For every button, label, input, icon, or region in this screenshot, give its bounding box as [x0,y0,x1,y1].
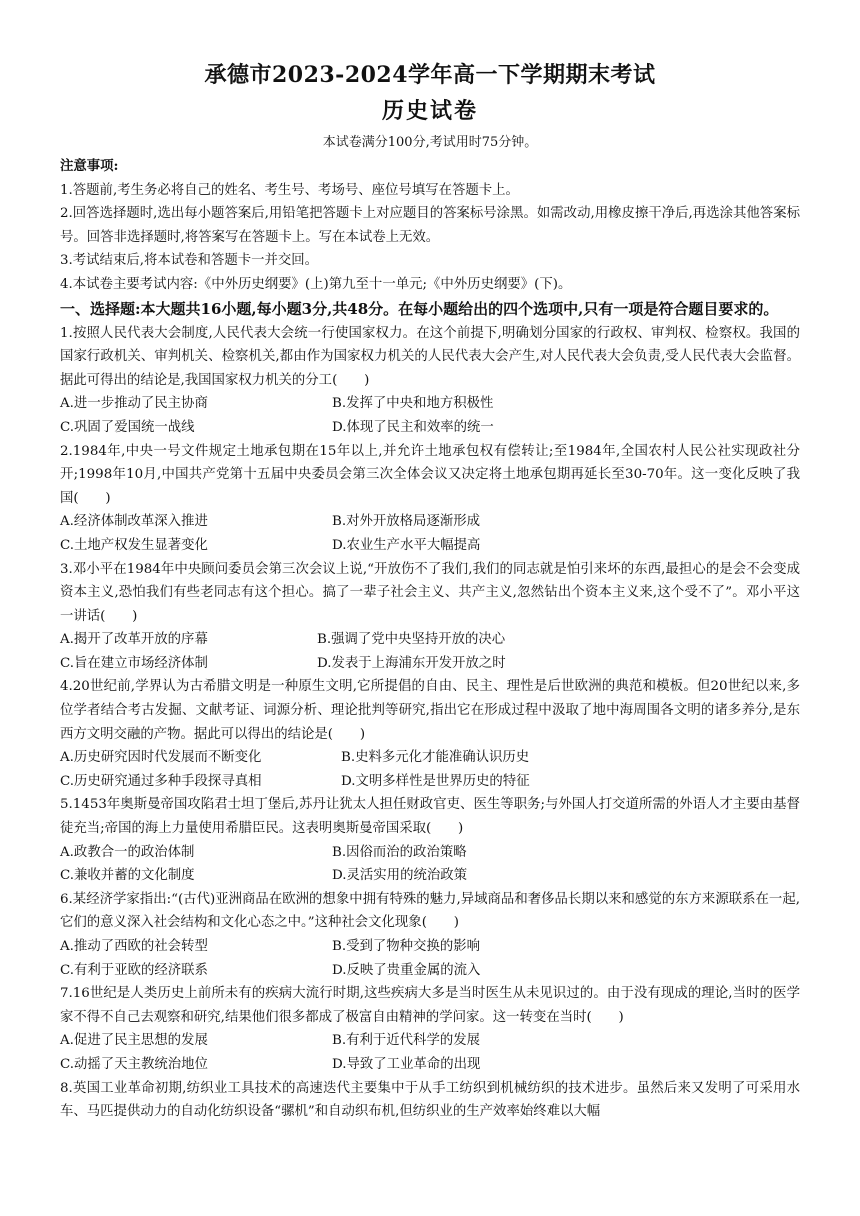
options-row [60,864,800,888]
option-a: A.推动了西欧的社会转型 [60,939,208,954]
option-b: B.发挥了中央和地方积极性 [332,396,494,412]
option-d: D.发表于上海浦东开发开放之时 [317,655,506,671]
notice-item: 3.考试结束后,将本试卷和答题卡一并交回。 [60,253,319,269]
options-row [60,841,800,865]
option-d: D.反映了贵重金属的流入 [332,962,481,978]
options-row [60,652,800,676]
question-stem: 2.1984年,中央一号文件规定土地承包期在15年以上,并允许土地承包权有偿转让;至1984年,全国农村人民公社实现政社分开;1998年10月,中国共产党第十五届中央委员会第三次全体会议又决定将土地承包期再延长至30-70年。这一变化反映了我国( ) [60,443,800,506]
question-stem: 4.20世纪前,学界认为古希腊文明是一种原生文明,它所提倡的自由、民主、理性是后世欧洲的典范和模板。但20世纪以来,多位学者结合考古发掘、文献考证、词源分析、理论批判等研究,指出它在形成过程中汲取了地中海周围各文明的诸多养分,是东西方文明交融的产物。据此可以得出的结论是( ) [60,679,800,742]
option-d: D.导致了工业革命的出现 [332,1056,481,1072]
option-a: A.经济体制改革深入推进 [60,514,208,530]
notice-item: 1.答题前,考生务必将自己的姓名、考生号、考场号、座位号填写在答题卡上。 [60,182,519,198]
options-row [60,770,800,794]
question-stem: 5.1453年奥斯曼帝国攻陷君士坦丁堡后,苏丹让犹太人担任财政官吏、医生等职务;与外国人打交道所需的外语人才主要由基督徒充当;帝国的海上力量使用希腊臣民。这表明奥斯曼帝国采取( ) [60,797,800,837]
option-d: D.灵活实用的统治政策 [332,868,468,884]
options-row [60,534,800,558]
option-a: A.历史研究因时代发展而不断变化 [60,750,262,766]
options-row [60,746,800,770]
notice-item: 2.回答选择题时,选出每小题答案后,用铅笔把答题卡上对应题目的答案标号涂黑。如需改动,用橡皮擦干净后,再选涂其他答案标号。回答非选择题时,将答案写在答题卡上。写在本试卷上无效。 [60,206,800,245]
options-row [60,959,800,983]
exam-title: 承德市2023-2024学年高一下学期期末考试 [204,62,656,88]
option-d: D.文明多样性是世界历史的特征 [341,773,530,789]
options-row [60,935,800,959]
option-c: C.巩固了爱国统一战线 [60,419,195,435]
option-a: A.政教合一的政治体制 [60,844,195,860]
question-stem: 8.英国工业革命初期,纺织业工具技术的高速迭代主要集中于从手工纺织到机械纺织的技术进步。虽然后来又发明了可采用水车、马匹提供动力的自动化纺织设备“骡机”和自动织布机,但纺织业的生产效率始终难以大幅 [60,1080,800,1120]
options-row [60,392,800,416]
option-d: D.农业生产水平大幅提高 [332,537,481,553]
question-stem: 6.某经济学家指出:“(古代)亚洲商品在欧洲的想象中拥有特殊的魅力,异域商品和奢侈品长期以来和感觉的东方来源联系在一起,它们的意义深入社会结构和文化心态之中。”这种社会文化现象( ) [60,891,800,931]
options-row [60,628,800,652]
section-heading: 一、选择题:本大题共16小题,每小题3分,共48分。在每小题给出的四个选项中,只有一项是符合题目要求的。 [60,299,779,318]
exam-body [60,155,800,1124]
option-b: B.对外开放格局逐渐形成 [332,514,481,530]
option-c: C.旨在建立市场经济体制 [60,655,208,671]
options-row [60,416,800,440]
exam-note: 本试卷满分100分,考试用时75分钟。 [322,135,538,150]
option-b: B.史料多元化才能准确认识历史 [341,750,530,766]
option-a: A.进一步推动了民主协商 [60,396,208,412]
option-c: C.兼收并蓄的文化制度 [60,868,195,884]
option-d: D.体现了民主和效率的统一 [332,419,494,435]
option-b: B.因俗而治的政治策略 [332,844,467,860]
option-b: B.有利于近代科学的发展 [332,1033,481,1049]
option-a: A.揭开了改革开放的序幕 [60,632,208,648]
question-stem: 1.按照人民代表大会制度,人民代表大会统一行使国家权力。在这个前提下,明确划分国家的行政权、审判权、检察权。我国的国家行政机关、审判机关、检察机关,都由作为国家权力机关的人民代表大会产生,对人民代表大会负责,受人民代表大会监督。据此可得出的结论是,我国国家权力机关的分工( ) [60,325,800,388]
options-row [60,1053,800,1077]
notice-item: 4.本试卷主要考试内容:《中外历史纲要》(上)第九至十一单元;《中外历史纲要》(下)。 [60,276,572,292]
option-c: C.有利于亚欧的经济联系 [60,962,208,978]
option-c: C.动摇了天主教统治地位 [60,1056,208,1072]
option-c: C.历史研究通过多种手段探寻真相 [60,773,262,789]
notice-heading: 注意事项: [60,158,119,174]
question-stem: 3.邓小平在1984年中央顾问委员会第三次会议上说,“开放伤不了我们,我们的同志就是怕引来坏的东西,最担心的是会不会变成资本主义,恐怕我们有些老同志有这个担心。搞了一辈子社会主义、共产主义,忽然钻出个资本主义来,这个受不了”。邓小平这一讲话( ) [60,561,800,624]
options-row [60,1029,800,1053]
options-row [60,510,800,534]
option-b: B.受到了物种交换的影响 [332,939,481,954]
option-b: B.强调了党中央坚持开放的决心 [317,632,506,648]
question-stem: 7.16世纪是人类历史上前所未有的疾病大流行时期,这些疾病大多是当时医生从未见识过的。由于没有现成的理论,当时的医学家不得不自己去观察和研究,结果他们很多都成了极富自由精神的学问家。这一转变在当时( ) [60,986,800,1025]
option-a: A.促进了民主思想的发展 [60,1033,208,1049]
option-c: C.土地产权发生显著变化 [60,537,208,553]
subject-title: 历史试卷 [381,98,478,124]
